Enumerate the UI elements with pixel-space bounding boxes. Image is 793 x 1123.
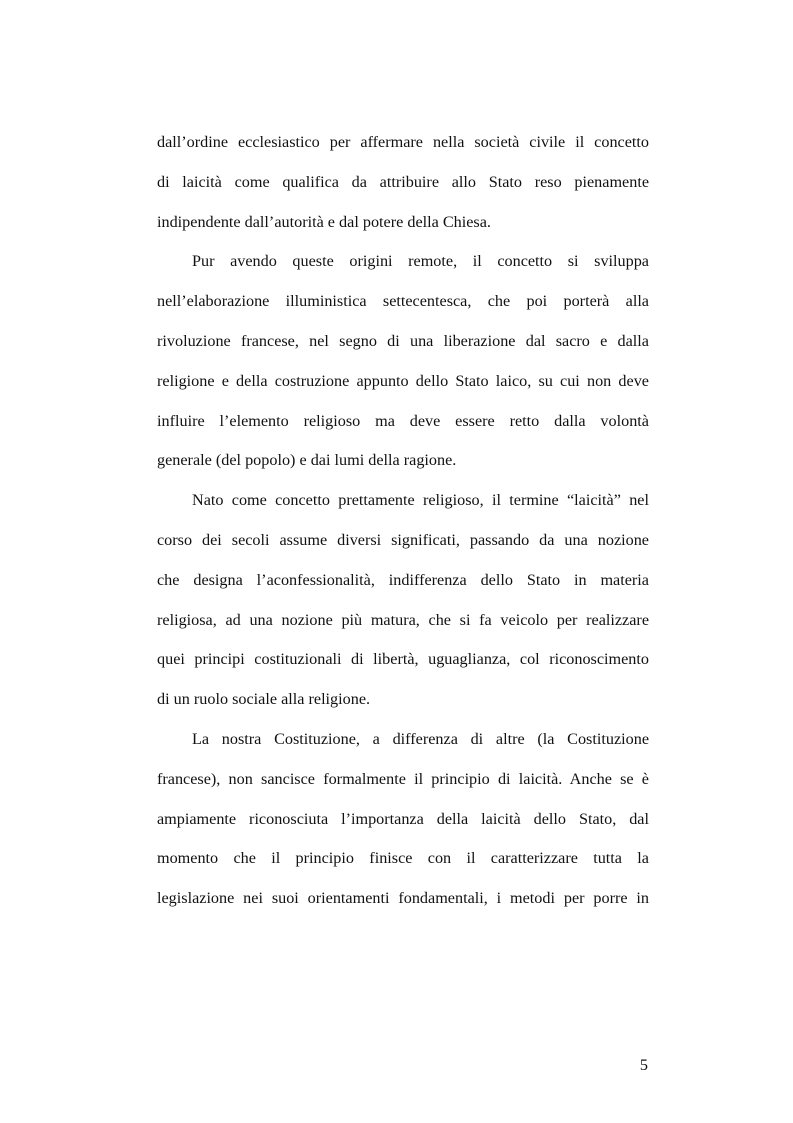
text-line: di un ruolo sociale alla religione. xyxy=(157,690,371,709)
text-line: Nato come concetto prettamente religioso, il termine “laicità” nel xyxy=(192,491,649,510)
text-line: Pur avendo queste origini remote, il concetto si sviluppa xyxy=(192,252,649,271)
text-line: di laicità come qualifica da attribuire allo Stato reso pienamente xyxy=(157,172,649,191)
text-line: La nostra Costituzione, a differenza di altre (la Costituzione xyxy=(192,729,649,748)
text-line: religiosa, ad una nozione più matura, che si fa veicolo per realizzare xyxy=(157,610,649,629)
text-line: religione e della costruzione appunto dello Stato laico, su cui non deve xyxy=(157,371,649,390)
text-line: che designa l’aconfessionalità, indifferenza dello Stato in materia xyxy=(157,570,649,589)
text-line: generale (del popolo) e dai lumi della ragione. xyxy=(157,451,457,470)
text-line: legislazione nei suoi orientamenti fondamentali, i metodi per porre in xyxy=(157,889,649,908)
text-line: rivoluzione francese, nel segno di una liberazione dal sacro e dalla xyxy=(157,331,649,350)
text-line: francese), non sancisce formalmente il principio di laicità. Anche se è xyxy=(157,769,649,788)
text-line: corso dei secoli assume diversi significati, passando da una nozione xyxy=(157,530,649,549)
body-text xyxy=(157,123,649,919)
text-line: dall’ordine ecclesiastico per affermare nella società civile il concetto xyxy=(157,133,649,151)
text-line: quei principi costituzionali di libertà, uguaglianza, col riconoscimento xyxy=(157,650,649,669)
text-line: momento che il principio finisce con il caratterizzare tutta la xyxy=(157,849,649,868)
text-line: influire l’elemento religioso ma deve essere retto dalla volontà xyxy=(157,411,649,430)
text-line: ampiamente riconosciuta l’importanza della laicità dello Stato, dal xyxy=(157,809,649,828)
text-line: indipendente dall’autorità e dal potere della Chiesa. xyxy=(157,212,491,231)
text-line: nell’elaborazione illuministica settecentesca, che poi porterà alla xyxy=(157,292,649,311)
page-number: 5 xyxy=(639,1056,648,1074)
